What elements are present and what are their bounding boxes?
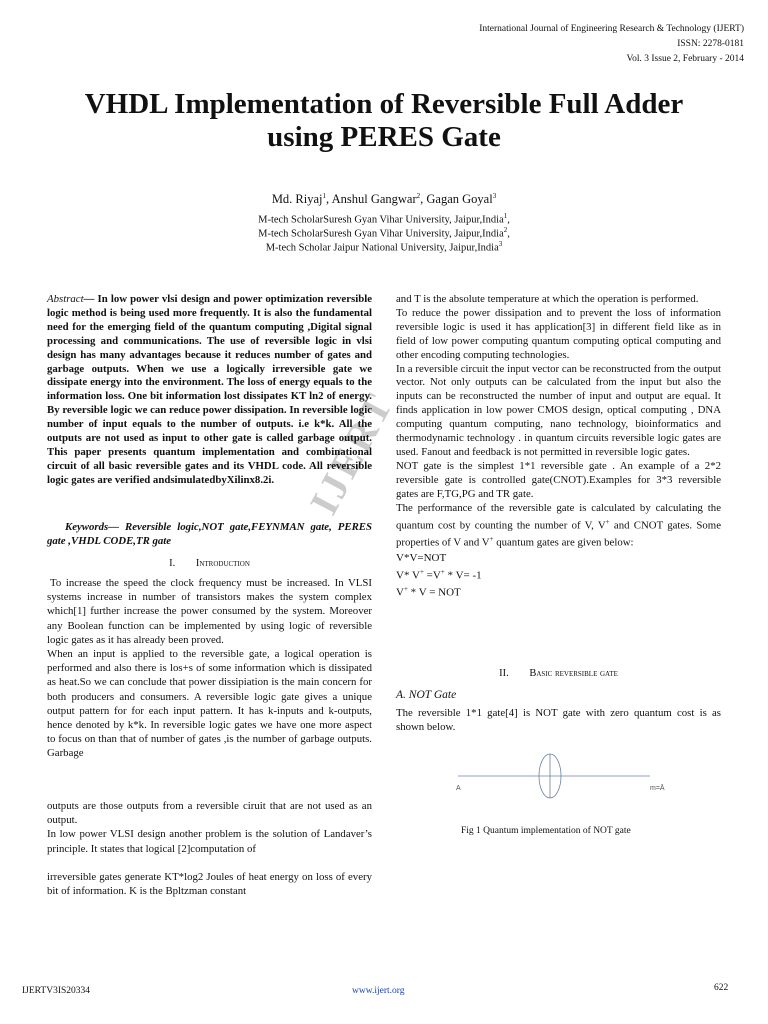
journal-name: International Journal of Engineering Research & Technology (IJERT) [479, 24, 744, 34]
keywords-block [47, 521, 372, 549]
title-line-1: VHDL Implementation of Reversible Full Adder [84, 88, 684, 120]
abstract-dash: — [83, 293, 98, 305]
right-column [396, 293, 721, 600]
abstract [47, 293, 372, 488]
affiliation-3-sup: 3 [498, 240, 503, 248]
section-1-heading [47, 558, 372, 569]
volume-issue: Vol. 3 Issue 2, February - 2014 [626, 54, 744, 64]
eq2-part-b: =V [423, 569, 441, 582]
eq3-part-a: V [396, 586, 404, 599]
affiliation-1-text: M-tech ScholarSuresh Gyan Vihar University, Jaipur,India [258, 214, 504, 226]
keywords-text: Reversible logic,NOT gate,FEYNMAN gate, PERES gate ,VHDL CODE,TR gate [47, 521, 373, 547]
equation-2 [396, 565, 721, 583]
intro-paragraph-5: irreversible gates generate KT*log2 Joules of heat energy on loss of every bit of information. K is the Bpltzman constant [47, 871, 372, 898]
figure-input-label: A [456, 785, 461, 792]
author-3-sup: 3 [492, 192, 497, 200]
not-gate-paragraph: The reversible 1*1 gate[4] is NOT gate with zero quantum cost is as shown below. [396, 707, 721, 733]
plus-sup: + [419, 567, 424, 576]
journal-url-link[interactable]: www.ijert.org [352, 986, 405, 996]
affiliation-3-text: M-tech Scholar Jaipur National University, Jaipur,India [265, 242, 499, 254]
subsection-a-heading: A. NOT Gate [396, 689, 457, 701]
section-1-title: Introduction [195, 558, 250, 569]
keywords-label: Keywords [65, 521, 109, 533]
page-number: 622 [714, 983, 729, 993]
plus-sup: + [403, 585, 408, 594]
intro-body [47, 576, 372, 761]
right-paragraph-4: NOT gate is the simplest 1*1 reversible gate . An example of a 2*2 reversible gate is controlled gate(CNOT).Examples for 3*3 reversible gates are F,TG,PG and TR gate. [396, 459, 721, 500]
plus-sup: + [605, 517, 610, 526]
equation-3 [396, 582, 721, 600]
author-sep: , [326, 192, 332, 207]
right-paragraph-5c: quantum gates are given below: [493, 536, 634, 549]
right-paragraph-3: In a reversible circuit the input vector can be reconstructed from the output vector. Not only outputs can be calculated from the input but also the inputs can be reconstructed the number of input and output are equal. It finds application in low power CMOS design, optical computing , DNA computing quantum computing, nano technology, bioinformatics and thermodynamic technology . in quantum circuits reversible logic gates are used. Fanout and feedback is not permitted in reversible logic gates. [396, 362, 721, 458]
author-2: Anshul Gangwar [331, 192, 417, 207]
equation-1: V*V=NOT [396, 551, 447, 564]
intro-paragraph-2: When an input is applied to the reversible gate, a logical operation is performed and also there is los+s of some information which is dissipated as heat.So we can conclude that power dissipiation is the main concern for both producers and consumers. A reversible logic gate gives a unique output pattern for for each input pattern. It has k-inputs and k-outputs, hence denoted by k*k. In reversible logic gates we have one more aspect to focus on than that of number of gates ,is the number of garbage outputs. Garbage [47, 648, 372, 760]
right-paragraph-5b: and CNOT gates. Some properties of V and V [396, 519, 722, 549]
section-2-number: II. [499, 668, 509, 679]
author-1: Md. Riyaj [271, 192, 323, 207]
affiliation-1: M-tech ScholarSuresh Gyan Vihar University, Jaipur,India$^1$, [258, 212, 510, 226]
issn: ISSN: 2278-0181 [677, 39, 744, 49]
right-paragraph-1: and T is the absolute temperature at which the operation is performed. [396, 293, 699, 305]
author-list [0, 192, 768, 207]
title-line-2: using PERES Gate [267, 121, 501, 153]
affiliation-3 [0, 238, 768, 255]
ijert-watermark: IJERT [300, 384, 403, 522]
author-sep: , [420, 192, 427, 207]
author-1-sup: 1 [322, 192, 327, 200]
left-column [47, 293, 372, 488]
intro-paragraph-3: outputs are those outputs from a reversible ciruit that are not used as an output. [47, 800, 372, 827]
section-2-heading [396, 668, 721, 679]
journal-header [479, 22, 744, 67]
paper-id: IJERTV3IS20334 [22, 986, 91, 996]
plus-sup: + [440, 567, 445, 576]
affiliation-2-text: M-tech ScholarSuresh Gyan Vihar University, Jaipur,India [258, 228, 504, 240]
not-gate-text [396, 707, 721, 735]
figure-caption: Fig 1 Quantum implementation of NOT gate [461, 826, 631, 836]
abstract-label: Abstract [47, 293, 84, 305]
intro-paragraph-1: To increase the speed the clock frequency must be increased. In VLSI systems increase in number of transistors makes the system complex which[1] further increase the power consumed by the system. Moreover any Boolean function can be implemented by using logic of reversible logic gates as it has already been proved. [47, 577, 372, 646]
plus-sup: + [489, 535, 494, 543]
intro-final [47, 870, 372, 898]
section-2-title: Basic reversible gate [529, 668, 618, 679]
eq2-part-a: V* V [396, 569, 420, 582]
eq3-part-b: * V = NOT [407, 586, 461, 599]
intro-continued [47, 799, 372, 856]
paper-title [40, 88, 728, 154]
author-2-sup: 2 [416, 192, 421, 200]
not-gate-figure [450, 750, 680, 822]
right-paragraph-2: To reduce the power dissipation and to prevent the loss of information reversible logic is used it has application[3] in different field like as in field of low power computing quantum computing optical computing and other encoding computing technologies. [396, 306, 721, 361]
right-paragraph-5a: The performance of the reversible gate is calculated by calculating the quantum cost by counting the number of V, V [396, 501, 721, 532]
right-paragraph-5 [396, 502, 721, 551]
abstract-text: In low power vlsi design and power optimization reversible logic method is being used more frequently. It is also the fundamental need for the emerging field of the quantum computing ,Digital signal processing and communications. The use of reversible logic in vlsi design has many advantages because it reduces number of gates and garbage outputs. When we use a logically irreversible gate we dissipate energy into the environment. The loss of energy equals to the information loss. One bit information lost dissipates KT ln2 of energy. By reversible logic we can reduce power dissipation. In reversible logic number of input equals to the number of outputs. i.e k*k. All the outputs are not used as input to other gate is called garbage output. This paper presents quantum implementation and combinational circuit of all basic reversible gates and its VHDL code. All reversible logic gates are verified andsimulatedbyXilinx8.2i. [47, 293, 372, 486]
affiliation-2-sup: 2 [503, 226, 508, 234]
affiliation-1-sup: 1 [503, 212, 508, 220]
eq2-part-c: * V= -1 [444, 569, 482, 582]
intro-paragraph-4: In low power VLSI design another problem is the solution of Landaver’s principle. It states that logical [2]computation of [47, 828, 372, 855]
figure-output-label: m=Ā [650, 785, 665, 792]
affiliation-2: M-tech ScholarSuresh Gyan Vihar University, Jaipur,India$^2$, [258, 226, 510, 240]
section-1-number: I. [169, 558, 176, 569]
keywords-dash: — [108, 521, 126, 533]
keywords [47, 521, 372, 549]
author-3: Gagan Goyal [426, 192, 493, 207]
